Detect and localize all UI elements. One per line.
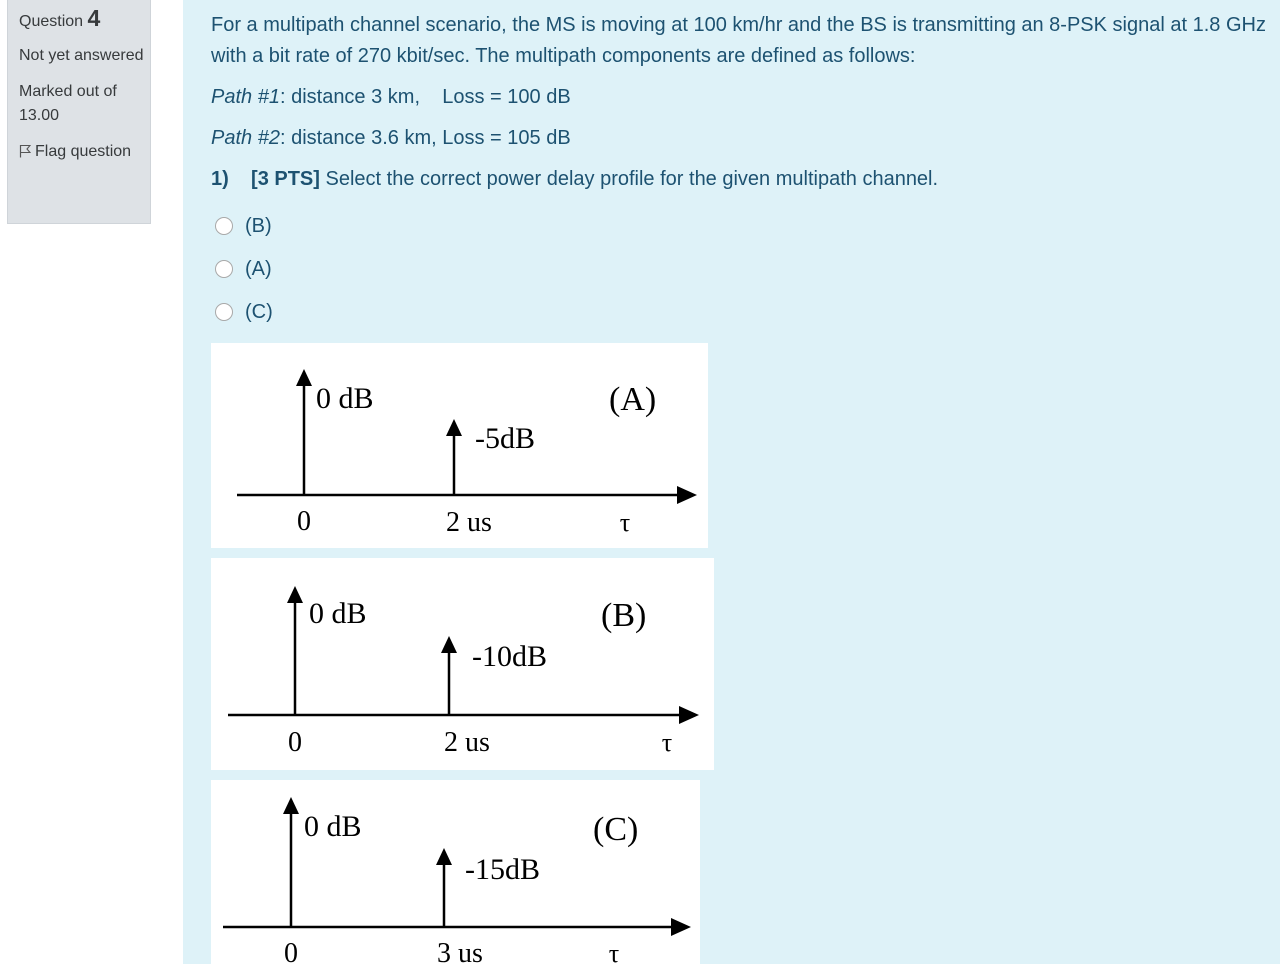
- part-number: 1): [211, 168, 229, 190]
- origin-tick: 0: [288, 727, 302, 758]
- delay-tick: 2 us: [446, 507, 492, 538]
- path-2-label: Path #2: [211, 127, 280, 149]
- flag-question-label: Flag question: [35, 143, 132, 160]
- radio-button[interactable]: [215, 303, 233, 321]
- second-path-level: -5dB: [475, 422, 535, 455]
- tau-axis-label: τ: [661, 728, 673, 757]
- question-label: Question: [19, 13, 84, 30]
- path-2-text: : distance 3.6 km, Loss = 105 dB: [279, 127, 571, 149]
- delay-tick: 3 us: [437, 938, 483, 964]
- question-number-value: 4: [87, 5, 101, 31]
- tau-axis-label: τ: [608, 939, 620, 964]
- option-a[interactable]: [215, 254, 272, 284]
- figure-label: (C): [593, 811, 639, 848]
- path-1-text: : distance 3 km, Loss = 100 dB: [279, 86, 571, 108]
- option-label: (B): [245, 214, 272, 237]
- second-path-level: -10dB: [472, 640, 547, 673]
- figure-a: [211, 343, 708, 548]
- path-1-line: [211, 82, 571, 112]
- option-b[interactable]: [215, 211, 272, 241]
- second-path-level: -15dB: [465, 853, 540, 886]
- figure-b: [211, 558, 714, 770]
- path-2-line: [211, 123, 571, 153]
- origin-tick: 0: [297, 506, 311, 537]
- flag-question-link[interactable]: [19, 140, 150, 166]
- prompt-text: Select the correct power delay profile for the given multipath channel.: [325, 168, 939, 190]
- question-state: Not yet answered: [19, 47, 144, 64]
- figure-label: (A): [609, 381, 657, 418]
- option-label: (A): [245, 257, 272, 280]
- question-content: [183, 0, 1280, 964]
- question-number: [19, 6, 150, 34]
- first-path-level: 0 dB: [316, 382, 374, 415]
- question-info-panel: [7, 0, 151, 224]
- origin-tick: 0: [284, 938, 298, 964]
- option-label: (C): [245, 300, 273, 323]
- tau-axis-label: τ: [619, 508, 631, 537]
- radio-button[interactable]: [215, 260, 233, 278]
- figure-c: [211, 780, 700, 964]
- first-path-level: 0 dB: [304, 810, 362, 843]
- question-text: For a multipath channel scenario, the MS is moving at 100 km/hr and the BS is transmitting an 8-PSK signal at 1.8 GHz with a bit rate of 270 kbit/sec. The multipath components are defined as follows:: [211, 14, 1266, 67]
- flag-icon: [19, 142, 31, 166]
- question-grade: Marked out of 13.00: [19, 83, 117, 124]
- radio-button[interactable]: [215, 217, 233, 235]
- first-path-level: 0 dB: [309, 597, 367, 630]
- question-prompt: [211, 164, 938, 194]
- points-label: [3 PTS]: [251, 168, 320, 190]
- delay-tick: 2 us: [444, 727, 490, 758]
- path-1-label: Path #1: [211, 86, 280, 108]
- figure-label: (B): [601, 597, 647, 634]
- option-c[interactable]: [215, 297, 273, 327]
